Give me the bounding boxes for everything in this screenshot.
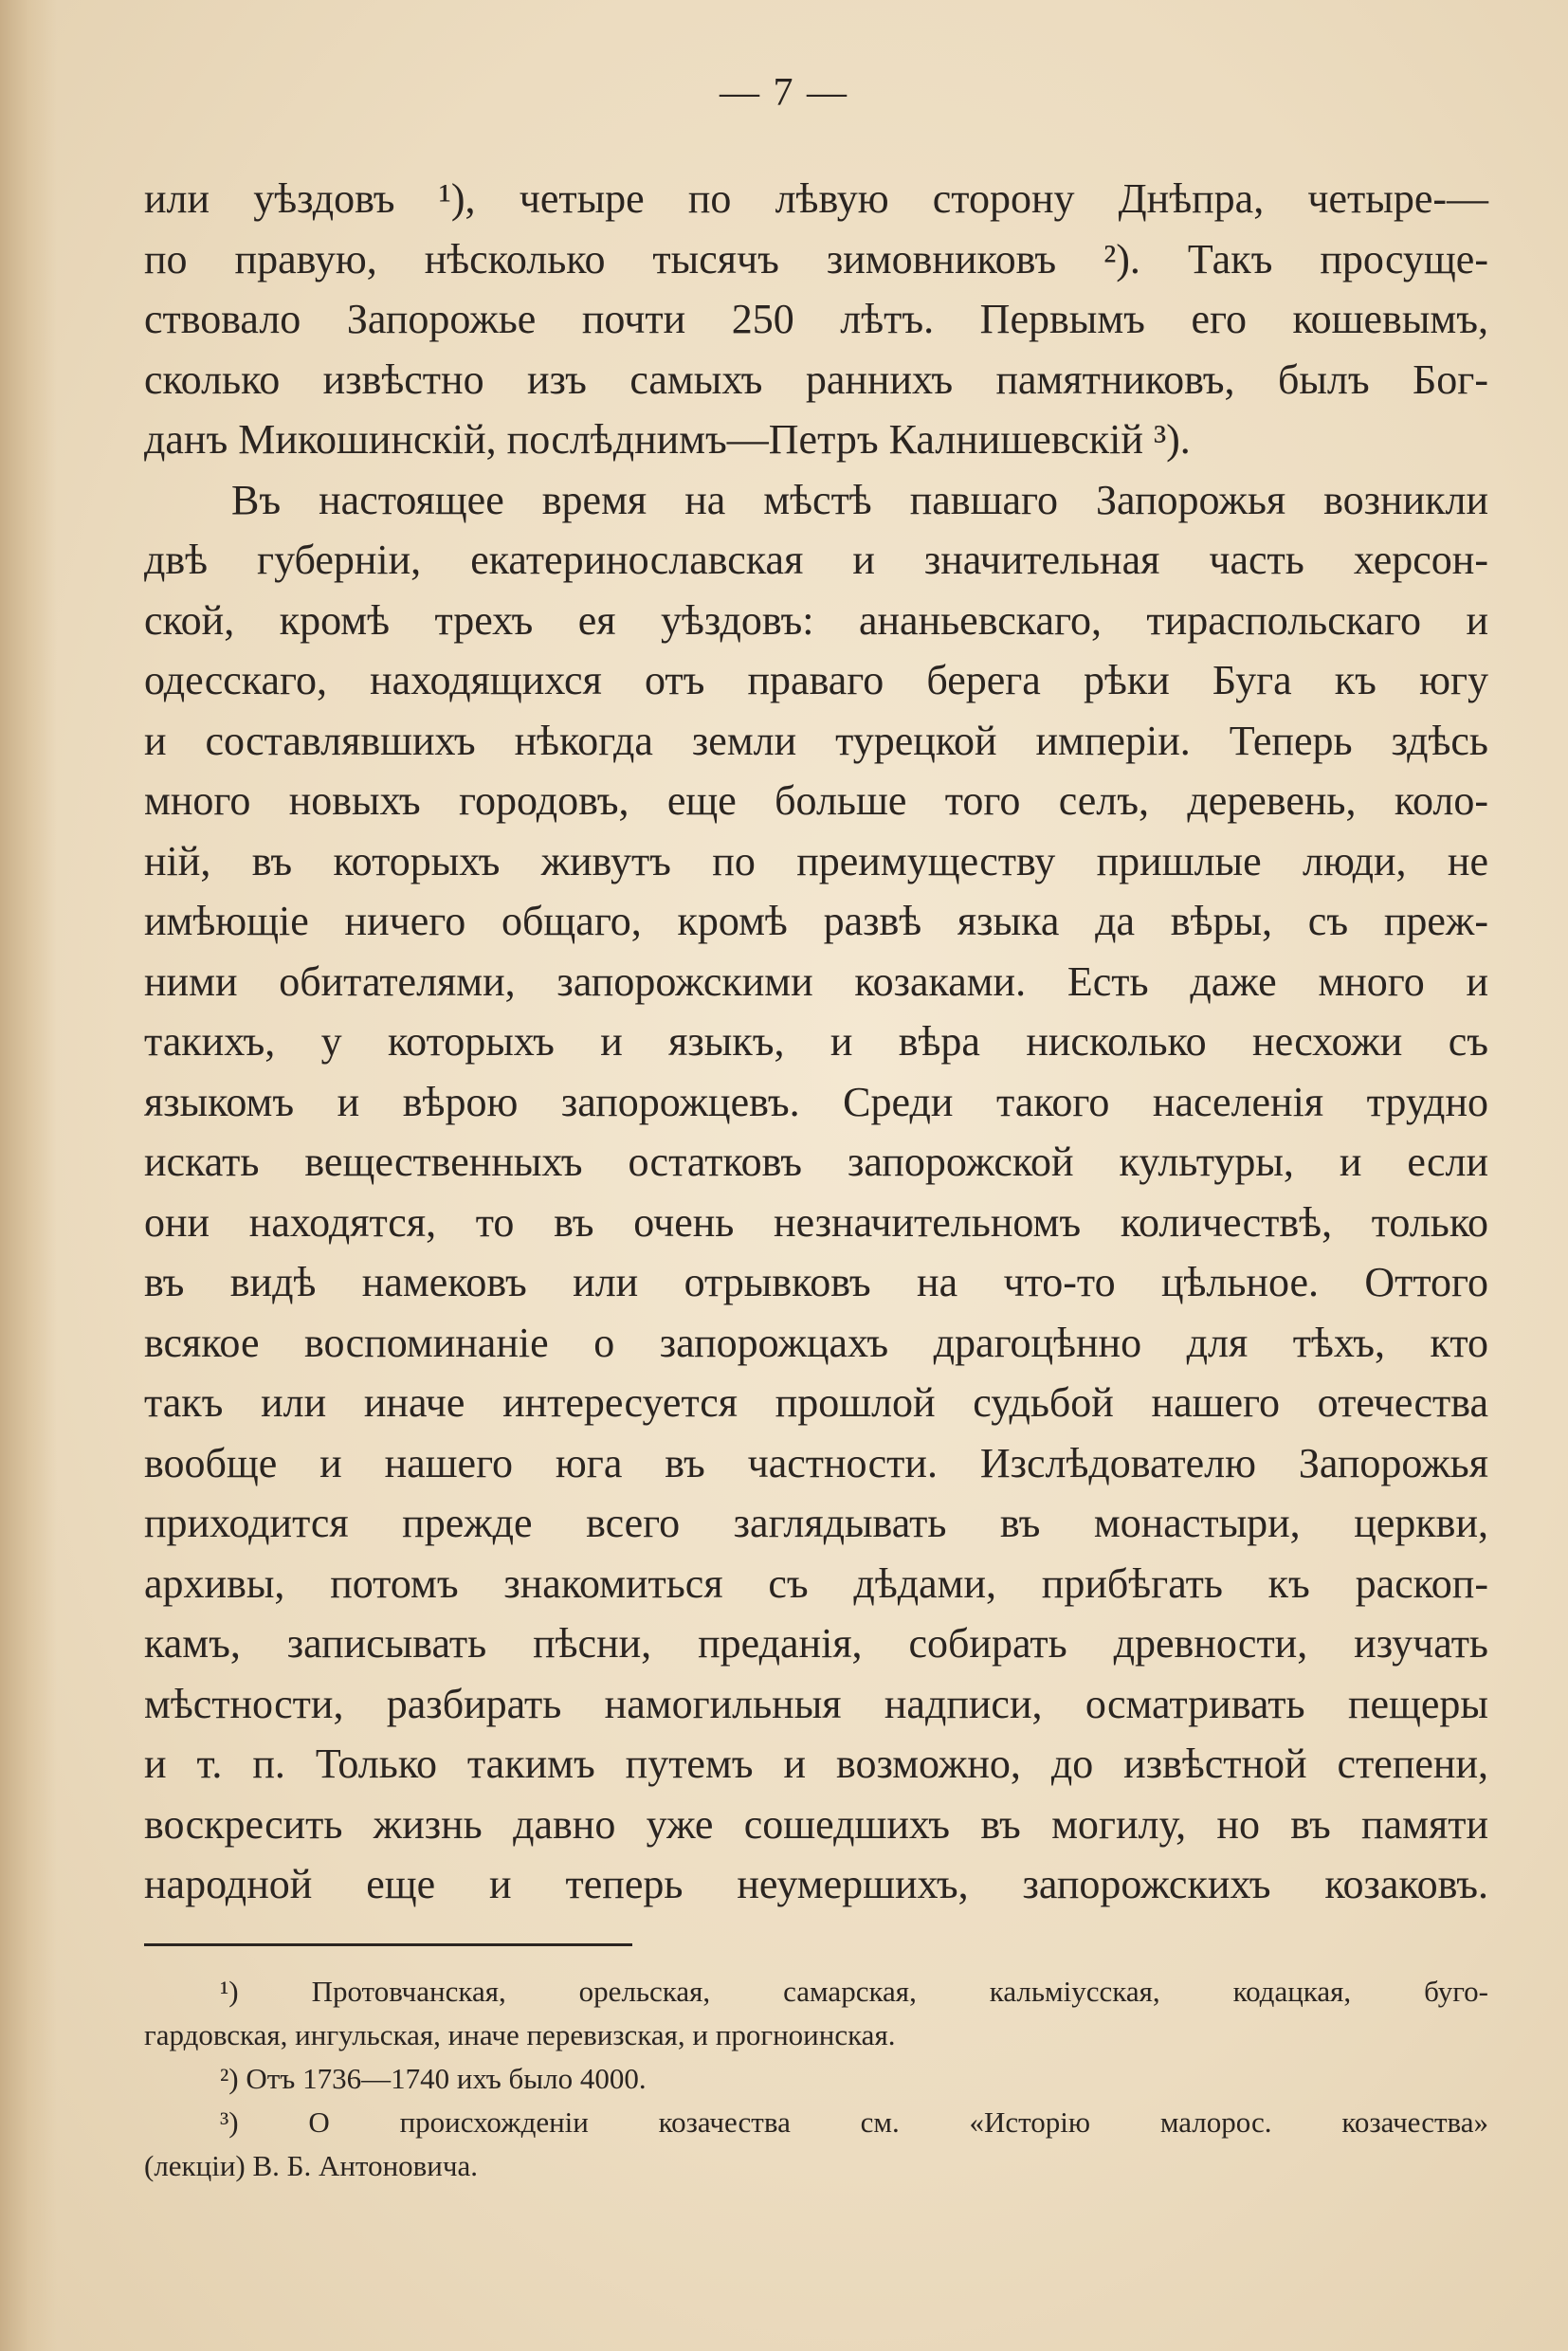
text-line: воскресить жизнь давно уже сошедшихъ въ могилу, но въ памяти bbox=[144, 1800, 1488, 1848]
text-line: архивы, потомъ знакомиться съ дѣдами, прибѣгать къ раскоп- bbox=[144, 1559, 1488, 1607]
text-line: приходится прежде всего заглядывать въ монастыри, церкви, bbox=[144, 1500, 1488, 1546]
text-line: всякое воспоминаніе о запорожцахъ драгоцѣнно для тѣхъ, кто bbox=[144, 1319, 1488, 1366]
page-gutter-shadow bbox=[0, 0, 57, 2351]
text-line: такихъ, у которыхъ и языкъ, и вѣра нисколько несхожи съ bbox=[144, 1018, 1488, 1065]
footnote-line: ²) Отъ 1736—1740 ихъ было 4000. bbox=[220, 2062, 647, 2095]
footnote-2 bbox=[144, 2057, 1488, 2101]
text-line: и т. п. Только такимъ путемъ и возможно, до извѣстной степени, bbox=[144, 1740, 1488, 1787]
text-line: вообще и нашего юга въ частности. Изслѣдователю Запорожья bbox=[144, 1439, 1488, 1486]
text-line: много новыхъ городовъ, еще больше того селъ, деревень, коло- bbox=[144, 777, 1488, 824]
text-line: языкомъ и вѣрою запорожцевъ. Среди такого населенія трудно bbox=[144, 1078, 1488, 1125]
text-line: данъ Микошинскій, послѣднимъ—Петръ Калнишевскій ³). bbox=[144, 416, 1191, 463]
text-line: такъ или иначе интересуется прошлой судьбой нашего отечества bbox=[144, 1379, 1488, 1426]
footnote-3 bbox=[144, 2101, 1488, 2188]
paragraph-1 bbox=[144, 169, 1488, 470]
text-line: или уѣздовъ ¹), четыре по лѣвую сторону Днѣпра, четыре-— bbox=[144, 175, 1488, 222]
text-line: сколько извѣстно изъ самыхъ раннихъ памятниковъ, былъ Бог- bbox=[144, 355, 1488, 403]
text-line: мѣстности, разбирать намогильныя надписи, осматривать пещеры bbox=[144, 1680, 1488, 1727]
text-line: имѣющіе ничего общаго, кромѣ развѣ языка да вѣры, съ преж- bbox=[144, 898, 1488, 944]
main-text bbox=[144, 169, 1488, 1915]
text-line: по правую, нѣсколько тысячъ зимовниковъ ²). Такъ просуще- bbox=[144, 235, 1488, 282]
text-line: ними обитателями, запорожскими козаками. Есть даже много и bbox=[144, 957, 1488, 1005]
text-line: искать вещественныхъ остатковъ запорожской культуры, и если bbox=[144, 1139, 1488, 1185]
text-line: ній, въ которыхъ живутъ по преимуществу пришлые люди, не bbox=[144, 837, 1488, 884]
footnote-line: (лекціи) В. Б. Антоновича. bbox=[144, 2149, 478, 2182]
text-line: они находятся, то въ очень незначительномъ количествѣ, только bbox=[144, 1198, 1488, 1246]
page-number: — 7 — bbox=[720, 71, 848, 115]
text-line: двѣ губерніи, екатеринославская и значительная часть херсон- bbox=[144, 537, 1488, 583]
text-line: камъ, записывать пѣсни, преданія, собирать древности, изучать bbox=[144, 1620, 1488, 1667]
text-line: народной еще и теперь неумершихъ, запорожскихъ козаковъ. bbox=[144, 1861, 1488, 1907]
text-line: Въ настоящее время на мѣстѣ павшаго Запорожья возникли bbox=[231, 476, 1488, 523]
footnote-line: ³) О происхожденіи козачества см. «Исторію малорос. козачества» bbox=[220, 2105, 1488, 2139]
text-line: ствовало Запорожье почти 250 лѣтъ. Первымъ его кошевымъ, bbox=[144, 296, 1488, 342]
text-line: одесскаго, находящихся отъ праваго берега рѣки Буга къ югу bbox=[144, 657, 1488, 703]
text-line: въ видѣ намековъ или отрывковъ на что-то цѣльное. Оттого bbox=[144, 1259, 1488, 1305]
footnote-line: ¹) Протовчанская, орельская, самарская, кальміусская, кодацкая, буго- bbox=[220, 1975, 1488, 2008]
text-line: ской, кромѣ трехъ ея уѣздовъ: ананьевскаго, тираспольскаго и bbox=[144, 596, 1488, 644]
paragraph-2 bbox=[144, 470, 1488, 1915]
footnotes bbox=[144, 1970, 1488, 2188]
text-line: и составлявшихъ нѣкогда земли турецкой имперіи. Теперь здѣсь bbox=[144, 717, 1488, 764]
footnote-line: гардовская, ингульская, иначе перевизская, и прогноинская. bbox=[144, 2018, 896, 2051]
footnote-separator bbox=[144, 1943, 632, 1946]
footnote-1 bbox=[144, 1970, 1488, 2057]
